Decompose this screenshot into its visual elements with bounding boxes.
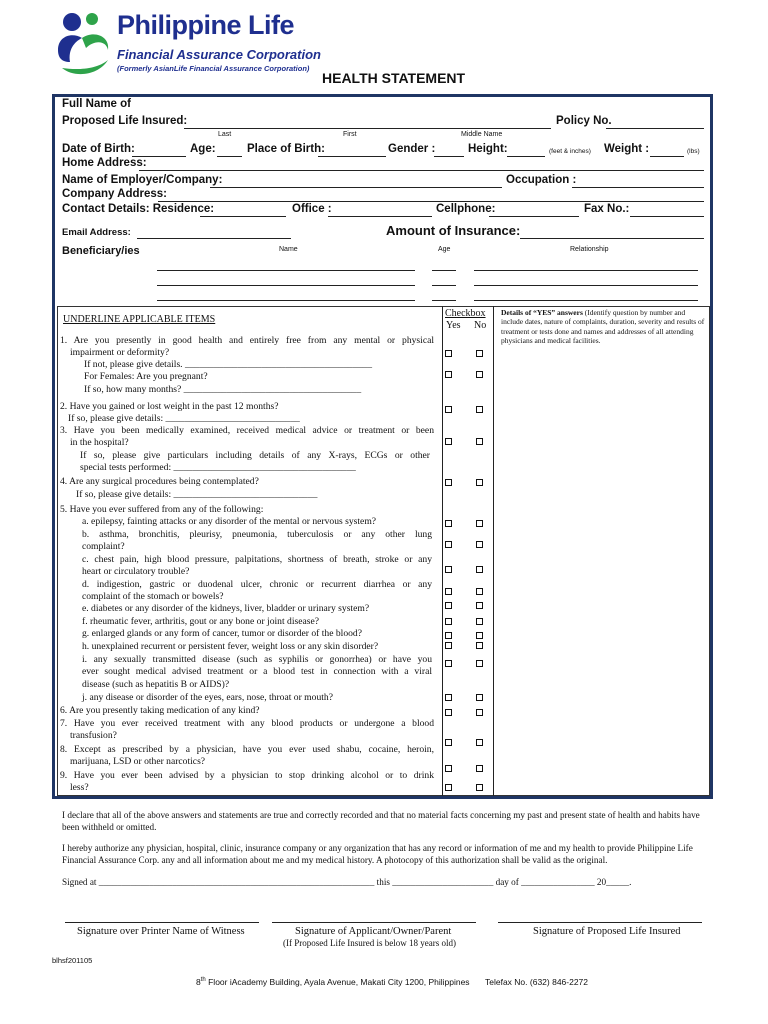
employer-label: Name of Employer/Company: [62, 174, 223, 186]
checkbox-yes[interactable] [445, 406, 452, 413]
occupation-label: Occupation : [506, 174, 577, 186]
policy-label: Policy No. [556, 115, 612, 127]
checkbox-no[interactable] [476, 694, 483, 701]
dob-label: Date of Birth: [62, 143, 135, 155]
proposed-insured-label: Proposed Life Insured: [62, 115, 188, 127]
sub-middle: Middle Name [461, 131, 503, 138]
company-address-label: Company Address: [62, 188, 168, 200]
form-code: blhsf201105 [52, 956, 93, 965]
footer-addr-pre: 8 [196, 977, 201, 987]
question-line: 3. Have you been medically examined, received medical advice or treatment or been [60, 425, 434, 436]
checkbox-no[interactable] [476, 602, 483, 609]
footer-addr-rest: Floor iAcademy Building, Ayala Avenue, Makati City 1200, Philippines [205, 977, 470, 987]
age-field[interactable] [217, 156, 242, 157]
contact-label: Contact Details: Residence: [62, 203, 215, 215]
checkbox-yes[interactable] [445, 694, 452, 701]
checkbox-yes[interactable] [445, 739, 452, 746]
checkbox-no[interactable] [476, 765, 483, 772]
checkbox-no[interactable] [476, 406, 483, 413]
question-line: transfusion? [70, 730, 117, 741]
checkbox-yes[interactable] [445, 709, 452, 716]
age-label: Age: [190, 143, 216, 155]
office-field[interactable] [328, 216, 432, 217]
document-title: HEALTH STATEMENT [322, 70, 466, 86]
weight-unit: (lbs) [687, 148, 700, 155]
height-field[interactable] [507, 156, 545, 157]
full-name-label: Full Name of [62, 98, 132, 110]
checkbox-header: Checkbox [445, 308, 486, 319]
weight-label: Weight : [604, 143, 650, 155]
details-bold: Details of “YES” answers [501, 308, 583, 317]
company-subtitle: Financial Assurance Corporation [117, 47, 321, 62]
checkbox-no[interactable] [476, 709, 483, 716]
question-line: 6. Are you presently taking medication of any kind? [60, 705, 260, 716]
checkbox-yes[interactable] [445, 618, 452, 625]
witness-caption: Signature over Printer Name of Witness [77, 926, 245, 937]
question-line: in the hospital? [70, 437, 129, 448]
checkbox-yes[interactable] [445, 642, 452, 649]
beneficiary-name-3[interactable] [157, 300, 415, 301]
beneficiary-rel-3[interactable] [474, 300, 698, 301]
question-line: f. rheumatic fever, arthritis, gout or any bone or joint disease? [82, 616, 319, 627]
company-name: Philippine Life [117, 10, 295, 40]
details-instructions [501, 308, 707, 345]
question-line: If so, please give particulars including details of any X-rays, ECGs or other [80, 450, 430, 461]
question-line: If not, please give details. _______________________________________ [84, 359, 373, 370]
col-name: Name [279, 246, 298, 253]
question-line: 1. Are you presently in good health and entirely free from any mental or physical [60, 335, 434, 346]
declaration-p1: I declare that all of the above answers and statements are true and correctly recorded and that no material facts concerning my past and present state of health and habits have been withheld or omitted. [62, 810, 700, 832]
beneficiary-rel-2[interactable] [474, 285, 698, 286]
question-line: 4. Are any surgical procedures being contemplated? [60, 476, 259, 487]
checkbox-yes[interactable] [445, 438, 452, 445]
question-line: d. indigestion, gastric or duodenal ulcer, chronic or recurrent diarrhea or any [82, 579, 432, 590]
checkbox-yes[interactable] [445, 784, 452, 791]
checkbox-no[interactable] [476, 566, 483, 573]
residence-field[interactable] [200, 216, 286, 217]
sub-last: Last [218, 131, 232, 138]
footer-address [196, 977, 470, 987]
height-label: Height: [468, 143, 508, 155]
question-line: If so, how many months? _____________________________________ [84, 384, 362, 395]
checkbox-yes[interactable] [445, 660, 452, 667]
checkbox-no[interactable] [476, 520, 483, 527]
question-line: For Females: Are you pregnant? [84, 371, 208, 382]
checkbox-no[interactable] [476, 660, 483, 667]
email-label: Email Address: [62, 227, 131, 238]
footer-telefax: Telefax No. (632) 846-2272 [485, 977, 589, 987]
question-line: less? [70, 782, 89, 793]
applicant-caption: Signature of Applicant/Owner/Parent [295, 926, 452, 937]
question-line: g. enlarged glands or any form of cancer, tumor or disorder of the blood? [82, 628, 362, 639]
checkbox-no[interactable] [476, 642, 483, 649]
checkbox-no[interactable] [476, 739, 483, 746]
checkbox-no[interactable] [476, 541, 483, 548]
gender-label: Gender : [388, 143, 436, 155]
question-line: j. any disease or disorder of the eyes, ears, nose, throat or mouth? [82, 692, 333, 703]
question-line: c. chest pain, high blood pressure, palpitations, shortness of breath, stroke or any [82, 554, 432, 565]
beneficiary-name-1[interactable] [157, 270, 415, 271]
checkbox-yes[interactable] [445, 588, 452, 595]
checkbox-yes[interactable] [445, 566, 452, 573]
question-line: 9. Have you ever been advised by a physician to stop drinking alcohol or to drink [60, 770, 434, 781]
question-line: special tests performed: ______________________________________ [80, 462, 356, 473]
applicant-signature-line[interactable] [272, 922, 476, 923]
cellphone-label: Cellphone: [436, 203, 496, 215]
signed-at-line[interactable]: Signed at ____________________________________________________________ this ______________________ day of ________________ 20_____. [62, 877, 632, 887]
col-divider-2 [493, 306, 494, 796]
company-formerly: (Formerly AsianLife Financial Assurance Corporation) [117, 64, 310, 73]
fax-field[interactable] [630, 216, 704, 217]
question-line: disease (such as hepatitis B or AIDS)? [82, 679, 230, 690]
checkbox-no[interactable] [476, 784, 483, 791]
checkbox-yes[interactable] [445, 602, 452, 609]
sub-first: First [343, 131, 357, 138]
name-field[interactable] [184, 128, 551, 129]
employer-field[interactable] [210, 187, 502, 188]
yes-header: Yes [446, 320, 461, 331]
question-line: impairment or deformity? [70, 347, 170, 358]
question-line: i. any sexually transmitted disease (such as syphilis or gonorrhea) or have you [82, 654, 432, 665]
checkbox-yes[interactable] [445, 632, 452, 639]
question-line: e. diabetes or any disorder of the kidneys, liver, bladder or urinary system? [82, 603, 370, 614]
question-line: If so, please give details: ____________________________ [68, 413, 300, 424]
gender-field[interactable] [434, 156, 464, 157]
checkbox-yes[interactable] [445, 371, 452, 378]
question-line: heart or circulatory trouble? [82, 566, 190, 577]
question-line: complaint? [82, 541, 125, 552]
insured-signature-line[interactable] [498, 922, 702, 923]
beneficiary-age-3[interactable] [432, 300, 456, 301]
beneficiary-label: Beneficiary/ies [62, 245, 140, 257]
question-line: b. asthma, bronchitis, pleurisy, pneumonia, tuberculosis or any other lung [82, 529, 432, 540]
home-address-label: Home Address: [62, 157, 147, 169]
home-address-field[interactable] [139, 170, 704, 171]
checkbox-no[interactable] [476, 618, 483, 625]
checkbox-no[interactable] [476, 632, 483, 639]
question-line: 5. Have you ever suffered from any of the following: [60, 504, 264, 515]
question-line: marijuana, LSD or other narcotics? [70, 756, 206, 767]
checkbox-no[interactable] [476, 438, 483, 445]
question-line: If so, please give details: ______________________________ [76, 489, 318, 500]
amount-label: Amount of Insurance: [386, 223, 521, 238]
checkbox-yes[interactable] [445, 520, 452, 527]
question-line: 2. Have you gained or lost weight in the past 12 months? [60, 401, 279, 412]
beneficiary-age-1[interactable] [432, 270, 456, 271]
col-age: Age [438, 246, 451, 253]
declaration-p2: I hereby authorize any physician, hospital, clinic, insurance company or any organization that has any record or information of me and my health to provide Philippine Life Financial Assurance Corp. any and all information about me and my medical history. A photocopy of this authorization shall be valid as the original. [62, 843, 693, 865]
pob-field[interactable] [318, 156, 386, 157]
fax-label: Fax No.: [584, 203, 630, 215]
checkbox-yes[interactable] [445, 765, 452, 772]
col-relationship: Relationship [570, 246, 609, 253]
question-line: h. unexplained recurrent or persistent fever, weight loss or any skin disorder? [82, 641, 379, 652]
footer-addr-sup: th [200, 977, 206, 984]
weight-field[interactable] [650, 156, 684, 157]
beneficiary-name-2[interactable] [157, 285, 415, 286]
checkbox-no[interactable] [476, 588, 483, 595]
company-address-field[interactable] [158, 201, 704, 202]
question-line: a. epilepsy, fainting attacks or any disorder of the mental or nervous system? [82, 516, 377, 527]
height-unit: (feet & inches) [549, 148, 591, 155]
question-line: 8. Except as prescribed by a physician, have you ever used shabu, cocaine, heroin, [60, 744, 434, 755]
checkbox-yes[interactable] [445, 350, 452, 357]
occupation-field[interactable] [572, 187, 704, 188]
section-title: UNDERLINE APPLICABLE ITEMS [63, 314, 216, 325]
applicant-note: (If Proposed Life Insured is below 18 years old) [283, 938, 456, 948]
checkbox-no[interactable] [476, 350, 483, 357]
cellphone-field[interactable] [489, 216, 579, 217]
checkbox-no[interactable] [476, 371, 483, 378]
company-logo [52, 10, 116, 80]
email-field[interactable] [137, 238, 291, 239]
question-line: complaint of the stomach or bowels? [82, 591, 224, 602]
details-text: (Identify question by number and include dates, nature of complaints, duration, severity and results of treatment or tests done and names and addresses of all attending physicians and medical facilities. [501, 308, 705, 345]
pob-label: Place of Birth: [247, 143, 325, 155]
policy-field[interactable] [606, 128, 704, 129]
question-line: 7. Have you ever received treatment with any blood products or undergone a blood [60, 718, 434, 729]
amount-field[interactable] [520, 238, 704, 239]
beneficiary-rel-1[interactable] [474, 270, 698, 271]
insured-caption: Signature of Proposed Life Insured [533, 926, 681, 937]
checkbox-no[interactable] [476, 479, 483, 486]
office-label: Office : [292, 203, 332, 215]
checkbox-yes[interactable] [445, 479, 452, 486]
no-header: No [474, 320, 487, 331]
witness-signature-line[interactable] [65, 922, 259, 923]
beneficiary-age-2[interactable] [432, 285, 456, 286]
checkbox-yes[interactable] [445, 541, 452, 548]
question-line: ever sought medical advised treatment or a blood test in connection with a viral [82, 666, 432, 677]
col-divider-1 [442, 306, 443, 796]
